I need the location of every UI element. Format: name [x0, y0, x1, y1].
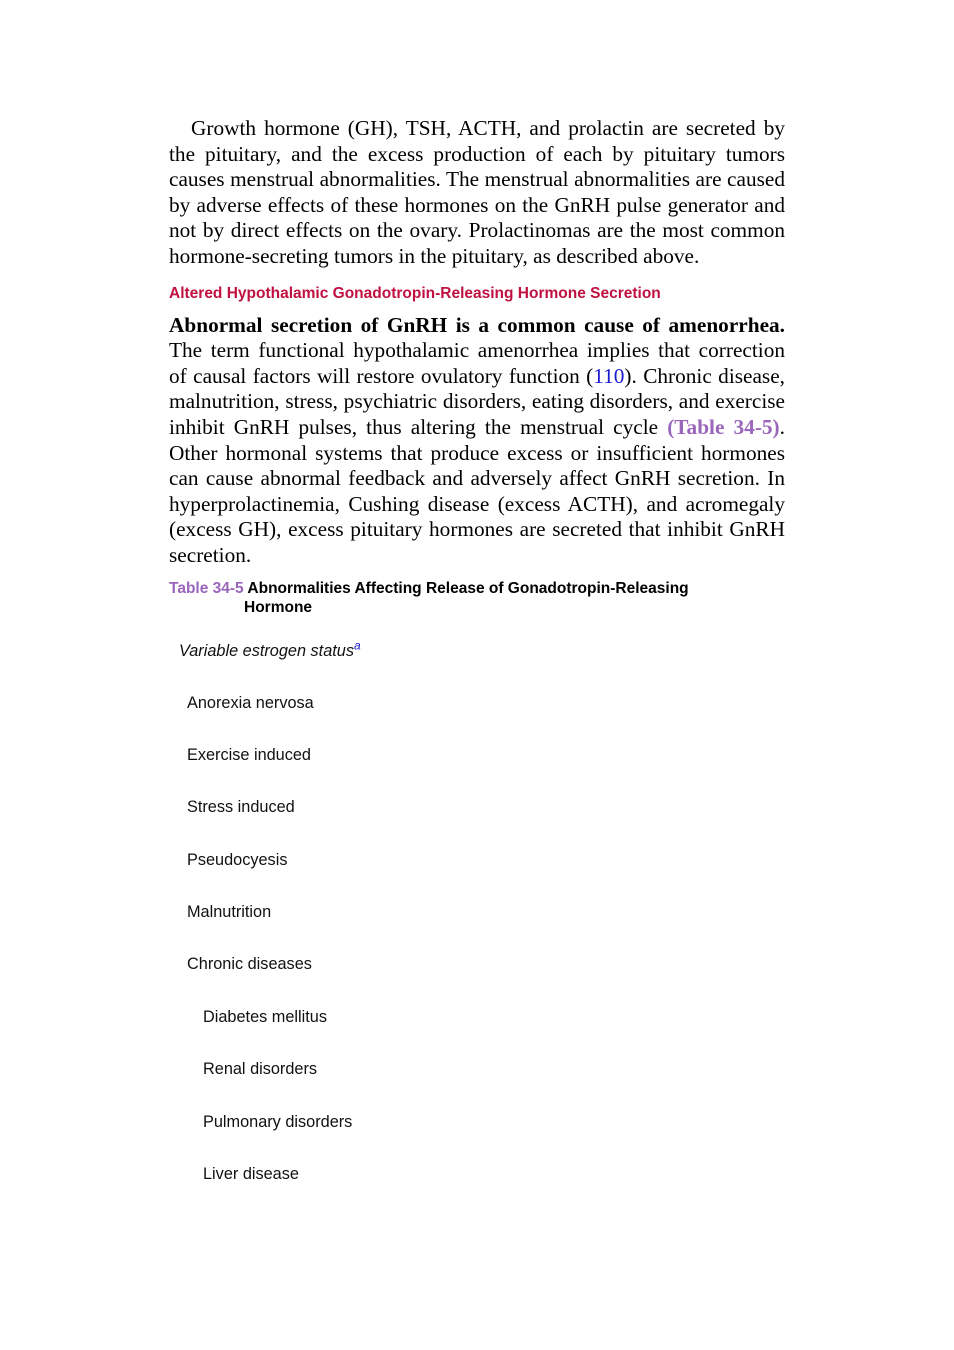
document-page [169, 116, 785, 1216]
table-row: Anorexia nervosa [187, 693, 314, 712]
section-text-3: . Other hormonal systems that produce excess or insufficient hormones can cause abnormal feedback and adversely affect GnRH secretion. In hyperprolactinemia, Cushing disease (excess ACTH), and acromegaly (excess GH), excess pituitary hormones are secreted that inhibit GnRH secretion. [169, 414, 785, 567]
table-number[interactable]: Table 34-5 [169, 579, 248, 597]
table-row: Pseudocyesis [187, 850, 288, 869]
section-paragraph [169, 313, 785, 569]
section-lead-sentence: Abnormal secretion of GnRH is a common cause of amenorrhea. [169, 312, 785, 337]
table-reference-link[interactable]: (Table 34-5) [667, 414, 780, 439]
section-heading: Altered Hypothalamic Gonadotropin-Releasing Hormone Secretion [169, 284, 661, 302]
table-title-line1: Abnormalities Affecting Release of Gonadotropin-Releasing [247, 579, 689, 597]
reference-link-110[interactable]: 110 [593, 363, 625, 388]
footnote-link[interactable]: a [353, 638, 361, 653]
table-row: Chronic diseases [187, 955, 312, 974]
table-row: Exercise induced [187, 745, 311, 764]
table-caption [169, 579, 785, 617]
abnormalities-table [169, 638, 785, 1217]
table-row: Pulmonary disorders [203, 1112, 353, 1131]
table-caption-title [169, 579, 785, 617]
table-title-line2: Hormone [244, 598, 313, 616]
section-text-1: The term functional hypothalamic amenorrhea implies that correction of causal factors will restore ovulatory function ( [169, 338, 785, 388]
table-header-row [169, 638, 785, 693]
intro-paragraph: Growth hormone (GH), TSH, ACTH, and prolactin are secreted by the pituitary, and the excess production of each by pituitary tumors causes menstrual abnormalities. The menstrual abnormalities are caused by adverse effects of these hormones on the GnRH pulse generator and not by direct effects on the ovary. Prolactinomas are the most common hormone-secreting tumors in the pituitary, as described above. [169, 116, 785, 268]
table-row: Stress induced [187, 798, 295, 817]
table-header-label: Variable estrogen status [179, 641, 354, 660]
table-row: Malnutrition [187, 903, 272, 922]
table-row: Renal disorders [203, 1060, 318, 1079]
table-row: Liver disease [203, 1165, 299, 1184]
section-text-2: ). Chronic disease, malnutrition, stress, psychiatric disorders, eating disorders, and exercise inhibit GnRH pulses, thus altering the menstrual cycle [169, 363, 785, 439]
table-row: Diabetes mellitus [203, 1007, 327, 1026]
